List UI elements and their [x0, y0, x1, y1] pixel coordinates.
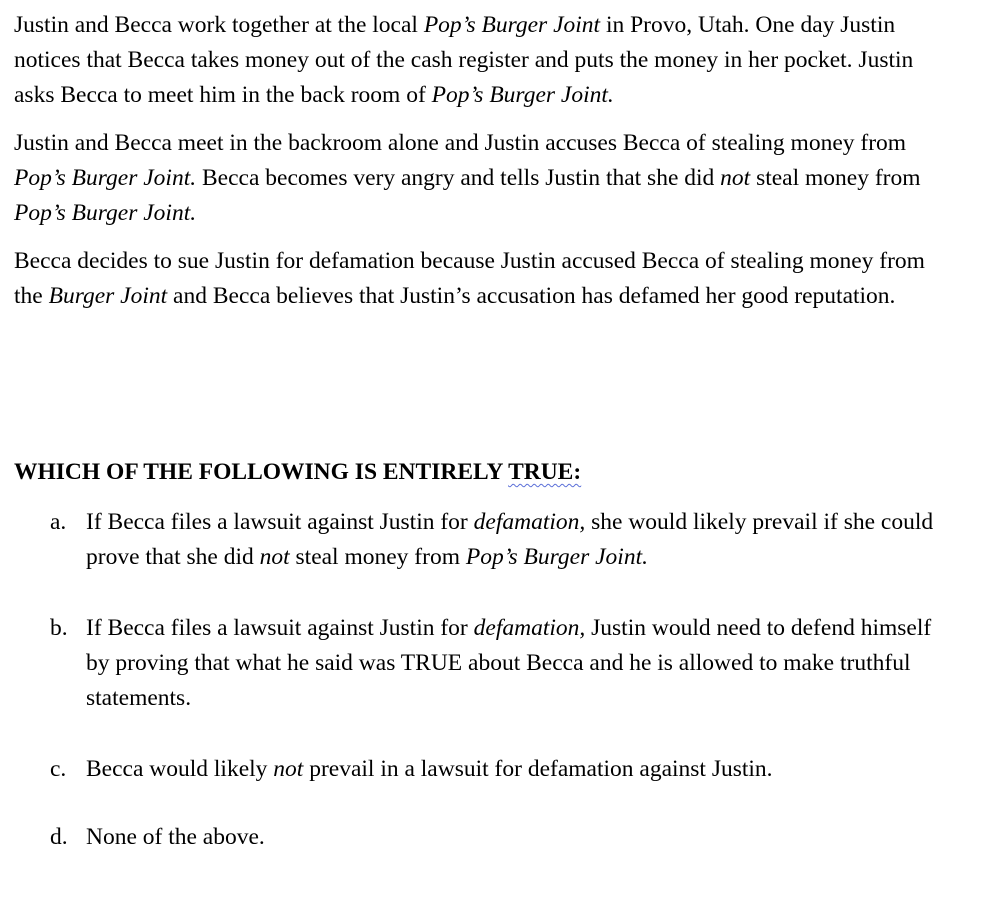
option-b-text: [86, 611, 954, 716]
p1-text-1: Justin and Becca work together at the local: [14, 12, 424, 38]
option-c-text-2: prevail in a lawsuit for defamation against Justin.: [303, 756, 773, 782]
question-heading: [14, 455, 581, 490]
option-a-italic-2: not: [259, 544, 290, 570]
option-c-italic-1: not: [273, 756, 304, 782]
option-b-text-2: Justin would need to defend himself by proving that what he said was TRUE about Becca and he is allowed to make truthful statements.: [86, 615, 932, 711]
option-c-text-1: Becca would likely: [86, 756, 274, 782]
p3-italic-1: Burger Joint: [48, 283, 168, 309]
document-body: [14, 8, 954, 314]
spellcheck-flagged-word[interactable]: TRUE:: [508, 459, 582, 485]
p2-italic-3: Pop’s Burger Joint.: [14, 200, 197, 226]
scenario-paragraph-1: [14, 8, 954, 113]
p3-text-1: Becca decides to sue Justin for defamation because Justin accused Becca of stealing money from the: [14, 248, 925, 309]
option-b-text-1: If Becca files a lawsuit against Justin for: [86, 615, 474, 641]
p3-text-2: and Becca believes that Justin’s accusation has defamed her good reputation.: [167, 283, 896, 309]
option-a-text-1: If Becca files a lawsuit against Justin for: [86, 509, 474, 535]
answer-option-b: [14, 611, 954, 716]
p1-italic-1: Pop’s Burger Joint: [423, 12, 601, 38]
answer-option-a: [14, 505, 954, 575]
p1-text-2: in Provo, Utah. One day Justin notices that Becca takes money out of the cash register and puts the money in her pocket. Justin asks Becca to meet him in the back room of: [14, 12, 914, 108]
option-a-italic-3: Pop’s Burger Joint.: [465, 544, 648, 570]
scenario-paragraph-2: [14, 126, 954, 231]
answer-option-c: [14, 752, 954, 787]
p2-text-1: Justin and Becca meet in the backroom alone and Justin accuses Becca of stealing money from: [14, 130, 907, 156]
option-b-italic-1: defamation,: [473, 615, 586, 641]
option-a-text-2: she would likely prevail if she could prove that she did: [86, 509, 934, 570]
option-b-letter: b.: [50, 615, 68, 641]
option-a-text-3: steal money from: [289, 544, 466, 570]
option-d-text: None of the above.: [86, 824, 265, 850]
question-heading-main: WHICH OF THE FOLLOWING IS ENTIRELY: [14, 459, 509, 485]
option-a-letter: a.: [50, 509, 67, 535]
answer-option-d: [14, 820, 954, 855]
answer-options-list: [14, 505, 954, 855]
p2-text-2: Becca becomes very angry and tells Justin that she did: [196, 165, 721, 191]
option-c-text: [86, 752, 954, 787]
p2-italic-1: Pop’s Burger Joint.: [14, 165, 197, 191]
p1-italic-2: Pop’s Burger Joint.: [431, 82, 614, 108]
p2-text-3: steal money from: [750, 165, 921, 191]
option-a-text: [86, 505, 954, 575]
option-d-letter: d.: [50, 824, 68, 850]
option-c-letter: c.: [50, 756, 67, 782]
scenario-paragraph-3: [14, 244, 954, 314]
option-a-italic-1: defamation,: [473, 509, 586, 535]
p2-italic-2: not: [720, 165, 751, 191]
